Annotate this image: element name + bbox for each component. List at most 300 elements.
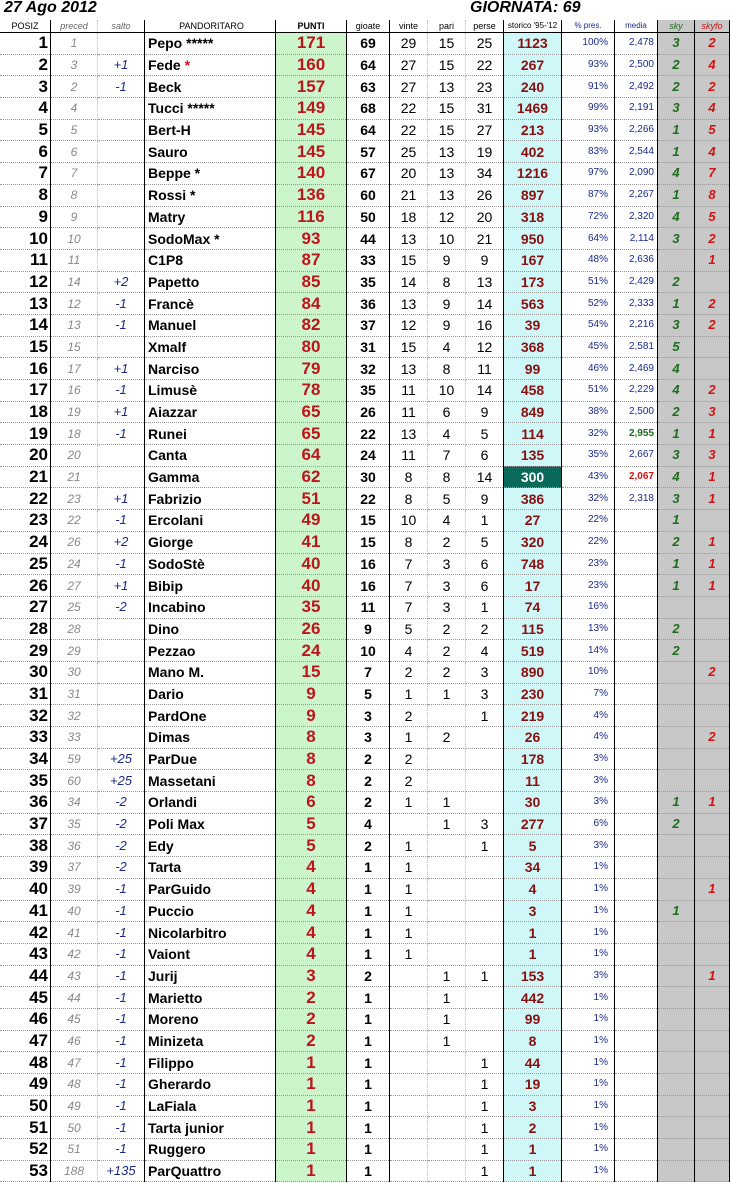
points-cell: 1 bbox=[276, 1074, 347, 1096]
won-cell: 8 bbox=[390, 531, 428, 553]
sky-cell: 1 bbox=[658, 119, 695, 141]
historic-cell: 1 bbox=[504, 943, 562, 965]
jump-cell: -1 bbox=[98, 878, 145, 900]
table-row bbox=[0, 466, 730, 488]
position-cell: 16 bbox=[0, 358, 51, 380]
previous-position-cell: 17 bbox=[51, 358, 98, 380]
lost-cell: 3 bbox=[466, 661, 504, 683]
previous-position-cell: 39 bbox=[51, 878, 98, 900]
sky-cell: 1 bbox=[658, 510, 695, 532]
points-cell: 4 bbox=[276, 857, 347, 879]
drawn-cell: 2 bbox=[428, 640, 466, 662]
won-cell: 13 bbox=[390, 423, 428, 445]
presence-cell: 32% bbox=[562, 488, 615, 510]
previous-position-cell: 60 bbox=[51, 770, 98, 792]
lost-cell: 2 bbox=[466, 618, 504, 640]
position-cell: 22 bbox=[0, 488, 51, 510]
sky-cell: 2 bbox=[658, 618, 695, 640]
table-row bbox=[0, 900, 730, 922]
presence-cell: 16% bbox=[562, 596, 615, 618]
won-cell bbox=[390, 987, 428, 1009]
previous-position-cell: 188 bbox=[51, 1160, 98, 1182]
position-cell: 1 bbox=[0, 33, 51, 55]
jump-cell: -1 bbox=[98, 423, 145, 445]
points-cell: 140 bbox=[276, 163, 347, 185]
table-row bbox=[0, 857, 730, 879]
lost-cell: 5 bbox=[466, 531, 504, 553]
header-pres: % pres. bbox=[562, 20, 615, 33]
historic-cell: 318 bbox=[504, 206, 562, 228]
average-cell bbox=[615, 596, 658, 618]
played-cell: 1 bbox=[347, 987, 390, 1009]
lost-cell: 1 bbox=[466, 1117, 504, 1139]
lost-cell: 3 bbox=[466, 813, 504, 835]
player-name-cell: SodoStè bbox=[145, 553, 276, 575]
player-name-cell: Pepo ***** bbox=[145, 33, 276, 55]
skyfo-cell bbox=[695, 510, 730, 532]
previous-position-cell: 36 bbox=[51, 835, 98, 857]
sky-cell: 1 bbox=[658, 141, 695, 163]
drawn-cell bbox=[428, 857, 466, 879]
table-row bbox=[0, 314, 730, 336]
played-cell: 15 bbox=[347, 531, 390, 553]
position-cell: 25 bbox=[0, 553, 51, 575]
previous-position-cell: 23 bbox=[51, 488, 98, 510]
header-vinte: vinte bbox=[390, 20, 428, 33]
player-name-cell: Bert-H bbox=[145, 119, 276, 141]
sky-cell bbox=[658, 943, 695, 965]
sky-cell bbox=[658, 596, 695, 618]
presence-cell: 99% bbox=[562, 98, 615, 120]
average-cell: 2,429 bbox=[615, 271, 658, 293]
played-cell: 63 bbox=[347, 76, 390, 98]
points-cell: 65 bbox=[276, 423, 347, 445]
player-name-cell: Papetto bbox=[145, 271, 276, 293]
points-cell: 65 bbox=[276, 401, 347, 423]
position-cell: 52 bbox=[0, 1139, 51, 1161]
average-cell bbox=[615, 683, 658, 705]
presence-cell: 64% bbox=[562, 228, 615, 250]
skyfo-cell bbox=[695, 857, 730, 879]
points-cell: 1 bbox=[276, 1052, 347, 1074]
drawn-cell bbox=[428, 705, 466, 727]
player-name-cell: Mano M. bbox=[145, 661, 276, 683]
presence-cell: 1% bbox=[562, 1117, 615, 1139]
presence-cell: 4% bbox=[562, 705, 615, 727]
table-row bbox=[0, 1074, 730, 1096]
position-cell: 26 bbox=[0, 575, 51, 597]
drawn-cell: 2 bbox=[428, 661, 466, 683]
historic-cell: 1216 bbox=[504, 163, 562, 185]
played-cell: 7 bbox=[347, 661, 390, 683]
drawn-cell: 5 bbox=[428, 488, 466, 510]
position-cell: 8 bbox=[0, 184, 51, 206]
skyfo-cell: 1 bbox=[695, 792, 730, 814]
player-name-cell: Filippo bbox=[145, 1052, 276, 1074]
played-cell: 5 bbox=[347, 683, 390, 705]
points-cell: 157 bbox=[276, 76, 347, 98]
position-cell: 33 bbox=[0, 727, 51, 749]
previous-position-cell: 5 bbox=[51, 119, 98, 141]
won-cell: 2 bbox=[390, 705, 428, 727]
presence-cell: 97% bbox=[562, 163, 615, 185]
played-cell: 1 bbox=[347, 922, 390, 944]
drawn-cell: 15 bbox=[428, 54, 466, 76]
header-punti: PUNTI bbox=[276, 20, 347, 33]
table-row bbox=[0, 596, 730, 618]
jump-cell: -1 bbox=[98, 510, 145, 532]
points-cell: 62 bbox=[276, 466, 347, 488]
presence-cell: 23% bbox=[562, 553, 615, 575]
jump-cell: -1 bbox=[98, 965, 145, 987]
header-media: media bbox=[615, 20, 658, 33]
table-row bbox=[0, 33, 730, 55]
lost-cell bbox=[466, 727, 504, 749]
presence-cell: 1% bbox=[562, 987, 615, 1009]
table-row bbox=[0, 531, 730, 553]
lost-cell bbox=[466, 748, 504, 770]
played-cell: 1 bbox=[347, 900, 390, 922]
skyfo-cell: 2 bbox=[695, 727, 730, 749]
historic-cell: 950 bbox=[504, 228, 562, 250]
lost-cell bbox=[466, 1030, 504, 1052]
played-cell: 1 bbox=[347, 878, 390, 900]
sky-cell: 2 bbox=[658, 76, 695, 98]
player-name-cell: LaFiala bbox=[145, 1095, 276, 1117]
drawn-cell: 8 bbox=[428, 271, 466, 293]
sky-cell bbox=[658, 922, 695, 944]
lost-cell: 11 bbox=[466, 358, 504, 380]
jump-cell bbox=[98, 163, 145, 185]
presence-cell: 91% bbox=[562, 76, 615, 98]
drawn-cell: 10 bbox=[428, 228, 466, 250]
lost-cell: 9 bbox=[466, 249, 504, 271]
table-row bbox=[0, 163, 730, 185]
sky-cell: 3 bbox=[658, 228, 695, 250]
played-cell: 9 bbox=[347, 618, 390, 640]
position-cell: 15 bbox=[0, 336, 51, 358]
table-row bbox=[0, 640, 730, 662]
previous-position-cell: 27 bbox=[51, 575, 98, 597]
skyfo-cell bbox=[695, 1095, 730, 1117]
played-cell: 2 bbox=[347, 792, 390, 814]
skyfo-cell: 2 bbox=[695, 314, 730, 336]
points-cell: 2 bbox=[276, 1008, 347, 1030]
position-cell: 20 bbox=[0, 445, 51, 467]
skyfo-cell bbox=[695, 1160, 730, 1182]
presence-cell: 3% bbox=[562, 792, 615, 814]
lost-cell: 22 bbox=[466, 54, 504, 76]
jump-cell bbox=[98, 683, 145, 705]
lost-cell: 25 bbox=[466, 33, 504, 55]
lost-cell: 9 bbox=[466, 401, 504, 423]
sky-cell: 3 bbox=[658, 314, 695, 336]
points-cell: 9 bbox=[276, 705, 347, 727]
player-name-cell: Minizeta bbox=[145, 1030, 276, 1052]
player-name-cell bbox=[145, 54, 276, 76]
skyfo-cell bbox=[695, 640, 730, 662]
won-cell: 18 bbox=[390, 206, 428, 228]
played-cell: 67 bbox=[347, 163, 390, 185]
previous-position-cell: 10 bbox=[51, 228, 98, 250]
played-cell: 22 bbox=[347, 423, 390, 445]
historic-cell: 4 bbox=[504, 878, 562, 900]
won-cell bbox=[390, 1030, 428, 1052]
historic-cell: 114 bbox=[504, 423, 562, 445]
skyfo-cell bbox=[695, 358, 730, 380]
position-cell: 53 bbox=[0, 1160, 51, 1182]
jump-cell: +2 bbox=[98, 271, 145, 293]
skyfo-cell bbox=[695, 835, 730, 857]
points-cell: 15 bbox=[276, 661, 347, 683]
drawn-cell: 1 bbox=[428, 683, 466, 705]
won-cell: 11 bbox=[390, 380, 428, 402]
points-cell: 3 bbox=[276, 965, 347, 987]
table-row bbox=[0, 705, 730, 727]
drawn-cell: 1 bbox=[428, 792, 466, 814]
star-marker: * bbox=[184, 57, 191, 74]
player-name-cell: Tarta bbox=[145, 857, 276, 879]
historic-cell: 267 bbox=[504, 54, 562, 76]
player-name-cell: C1P8 bbox=[145, 249, 276, 271]
player-name-cell: Nicolarbitro bbox=[145, 922, 276, 944]
historic-cell: 1469 bbox=[504, 98, 562, 120]
header-pandoritaro: PANDORITARO bbox=[145, 20, 276, 33]
previous-position-cell: 59 bbox=[51, 748, 98, 770]
won-cell: 2 bbox=[390, 661, 428, 683]
previous-position-cell: 40 bbox=[51, 900, 98, 922]
previous-position-cell: 12 bbox=[51, 293, 98, 315]
lost-cell bbox=[466, 987, 504, 1009]
previous-position-cell: 6 bbox=[51, 141, 98, 163]
header-preced: preced bbox=[51, 20, 98, 33]
points-cell: 4 bbox=[276, 922, 347, 944]
historic-cell: 1 bbox=[504, 922, 562, 944]
average-cell bbox=[615, 835, 658, 857]
played-cell: 24 bbox=[347, 445, 390, 467]
drawn-cell bbox=[428, 1139, 466, 1161]
skyfo-cell bbox=[695, 922, 730, 944]
presence-cell: 32% bbox=[562, 423, 615, 445]
historic-cell: 26 bbox=[504, 727, 562, 749]
jump-cell: +25 bbox=[98, 748, 145, 770]
presence-cell: 87% bbox=[562, 184, 615, 206]
player-name-cell: ParDue bbox=[145, 748, 276, 770]
points-cell: 136 bbox=[276, 184, 347, 206]
drawn-cell: 3 bbox=[428, 553, 466, 575]
previous-position-cell: 7 bbox=[51, 163, 98, 185]
jump-cell: -1 bbox=[98, 1117, 145, 1139]
average-cell bbox=[615, 1074, 658, 1096]
skyfo-cell: 1 bbox=[695, 488, 730, 510]
average-cell: 2,333 bbox=[615, 293, 658, 315]
drawn-cell: 2 bbox=[428, 531, 466, 553]
points-cell: 8 bbox=[276, 727, 347, 749]
historic-cell: 230 bbox=[504, 683, 562, 705]
jump-cell: -1 bbox=[98, 293, 145, 315]
presence-cell: 1% bbox=[562, 857, 615, 879]
skyfo-cell bbox=[695, 943, 730, 965]
skyfo-cell bbox=[695, 1030, 730, 1052]
played-cell: 69 bbox=[347, 33, 390, 55]
table-row bbox=[0, 76, 730, 98]
player-name-cell: Orlandi bbox=[145, 792, 276, 814]
giornata-label: GIORNATA: 69 bbox=[470, 0, 581, 16]
previous-position-cell: 13 bbox=[51, 314, 98, 336]
skyfo-cell: 4 bbox=[695, 141, 730, 163]
lost-cell bbox=[466, 922, 504, 944]
sky-cell bbox=[658, 1095, 695, 1117]
player-name-cell: Ercolani bbox=[145, 510, 276, 532]
table-row bbox=[0, 748, 730, 770]
jump-cell: -2 bbox=[98, 792, 145, 814]
drawn-cell: 2 bbox=[428, 727, 466, 749]
lost-cell: 1 bbox=[466, 705, 504, 727]
skyfo-cell: 2 bbox=[695, 76, 730, 98]
jump-cell: -1 bbox=[98, 900, 145, 922]
average-cell: 2,955 bbox=[615, 423, 658, 445]
skyfo-cell: 7 bbox=[695, 163, 730, 185]
sky-cell bbox=[658, 1074, 695, 1096]
average-cell: 2,266 bbox=[615, 119, 658, 141]
played-cell: 57 bbox=[347, 141, 390, 163]
points-cell: 87 bbox=[276, 249, 347, 271]
drawn-cell bbox=[428, 1117, 466, 1139]
played-cell: 1 bbox=[347, 1117, 390, 1139]
jump-cell bbox=[98, 727, 145, 749]
played-cell: 1 bbox=[347, 1095, 390, 1117]
position-cell: 27 bbox=[0, 596, 51, 618]
lost-cell: 1 bbox=[466, 1160, 504, 1182]
sky-cell: 4 bbox=[658, 466, 695, 488]
drawn-cell: 3 bbox=[428, 596, 466, 618]
lost-cell bbox=[466, 792, 504, 814]
player-name-cell: Narciso bbox=[145, 358, 276, 380]
player-name-cell: Manuel bbox=[145, 314, 276, 336]
previous-position-cell: 34 bbox=[51, 792, 98, 814]
drawn-cell: 1 bbox=[428, 1030, 466, 1052]
skyfo-cell: 3 bbox=[695, 445, 730, 467]
jump-cell bbox=[98, 206, 145, 228]
player-name-cell: Beppe * bbox=[145, 163, 276, 185]
presence-cell: 6% bbox=[562, 813, 615, 835]
position-cell: 38 bbox=[0, 835, 51, 857]
points-cell: 4 bbox=[276, 943, 347, 965]
presence-cell: 22% bbox=[562, 510, 615, 532]
skyfo-cell bbox=[695, 336, 730, 358]
historic-cell: 2 bbox=[504, 1117, 562, 1139]
lost-cell: 1 bbox=[466, 965, 504, 987]
presence-cell: 43% bbox=[562, 466, 615, 488]
drawn-cell: 13 bbox=[428, 76, 466, 98]
average-cell: 2,114 bbox=[615, 228, 658, 250]
sky-cell bbox=[658, 727, 695, 749]
won-cell: 27 bbox=[390, 54, 428, 76]
sky-cell: 2 bbox=[658, 401, 695, 423]
jump-cell: -1 bbox=[98, 380, 145, 402]
played-cell: 1 bbox=[347, 1052, 390, 1074]
drawn-cell: 13 bbox=[428, 141, 466, 163]
historic-cell: 1123 bbox=[504, 33, 562, 55]
lost-cell: 4 bbox=[466, 640, 504, 662]
lost-cell: 27 bbox=[466, 119, 504, 141]
header-sky: sky bbox=[658, 20, 695, 33]
presence-cell: 3% bbox=[562, 965, 615, 987]
previous-position-cell: 21 bbox=[51, 466, 98, 488]
won-cell bbox=[390, 965, 428, 987]
historic-cell: 99 bbox=[504, 1008, 562, 1030]
skyfo-cell bbox=[695, 271, 730, 293]
player-name-cell: Aiazzar bbox=[145, 401, 276, 423]
lost-cell: 6 bbox=[466, 553, 504, 575]
played-cell: 60 bbox=[347, 184, 390, 206]
presence-cell: 13% bbox=[562, 618, 615, 640]
skyfo-cell: 2 bbox=[695, 380, 730, 402]
lost-cell: 14 bbox=[466, 293, 504, 315]
won-cell: 4 bbox=[390, 640, 428, 662]
presence-cell: 1% bbox=[562, 900, 615, 922]
presence-cell: 100% bbox=[562, 33, 615, 55]
drawn-cell bbox=[428, 878, 466, 900]
table-row bbox=[0, 770, 730, 792]
previous-position-cell: 45 bbox=[51, 1008, 98, 1030]
played-cell: 36 bbox=[347, 293, 390, 315]
position-cell: 13 bbox=[0, 293, 51, 315]
played-cell: 1 bbox=[347, 1008, 390, 1030]
player-name-cell: SodoMax * bbox=[145, 228, 276, 250]
played-cell: 10 bbox=[347, 640, 390, 662]
played-cell: 16 bbox=[347, 575, 390, 597]
points-cell: 149 bbox=[276, 98, 347, 120]
average-cell bbox=[615, 987, 658, 1009]
position-cell: 47 bbox=[0, 1030, 51, 1052]
position-cell: 4 bbox=[0, 98, 51, 120]
previous-position-cell: 44 bbox=[51, 987, 98, 1009]
won-cell: 7 bbox=[390, 596, 428, 618]
position-cell: 32 bbox=[0, 705, 51, 727]
drawn-cell bbox=[428, 1052, 466, 1074]
played-cell: 37 bbox=[347, 314, 390, 336]
average-cell bbox=[615, 553, 658, 575]
points-cell: 40 bbox=[276, 575, 347, 597]
historic-cell: 320 bbox=[504, 531, 562, 553]
played-cell: 35 bbox=[347, 380, 390, 402]
average-cell bbox=[615, 943, 658, 965]
table-row bbox=[0, 401, 730, 423]
table-row bbox=[0, 878, 730, 900]
lost-cell: 9 bbox=[466, 488, 504, 510]
jump-cell: -1 bbox=[98, 1074, 145, 1096]
sky-cell: 2 bbox=[658, 640, 695, 662]
skyfo-cell: 4 bbox=[695, 54, 730, 76]
points-cell: 160 bbox=[276, 54, 347, 76]
won-cell bbox=[390, 1117, 428, 1139]
sky-cell: 4 bbox=[658, 163, 695, 185]
won-cell: 11 bbox=[390, 445, 428, 467]
average-cell bbox=[615, 748, 658, 770]
previous-position-cell: 25 bbox=[51, 596, 98, 618]
historic-cell: 167 bbox=[504, 249, 562, 271]
historic-cell: 3 bbox=[504, 1095, 562, 1117]
sky-cell bbox=[658, 661, 695, 683]
historic-cell: 386 bbox=[504, 488, 562, 510]
position-cell: 6 bbox=[0, 141, 51, 163]
position-cell: 35 bbox=[0, 770, 51, 792]
presence-cell: 93% bbox=[562, 119, 615, 141]
historic-cell: 442 bbox=[504, 987, 562, 1009]
average-cell bbox=[615, 618, 658, 640]
jump-cell: -1 bbox=[98, 943, 145, 965]
